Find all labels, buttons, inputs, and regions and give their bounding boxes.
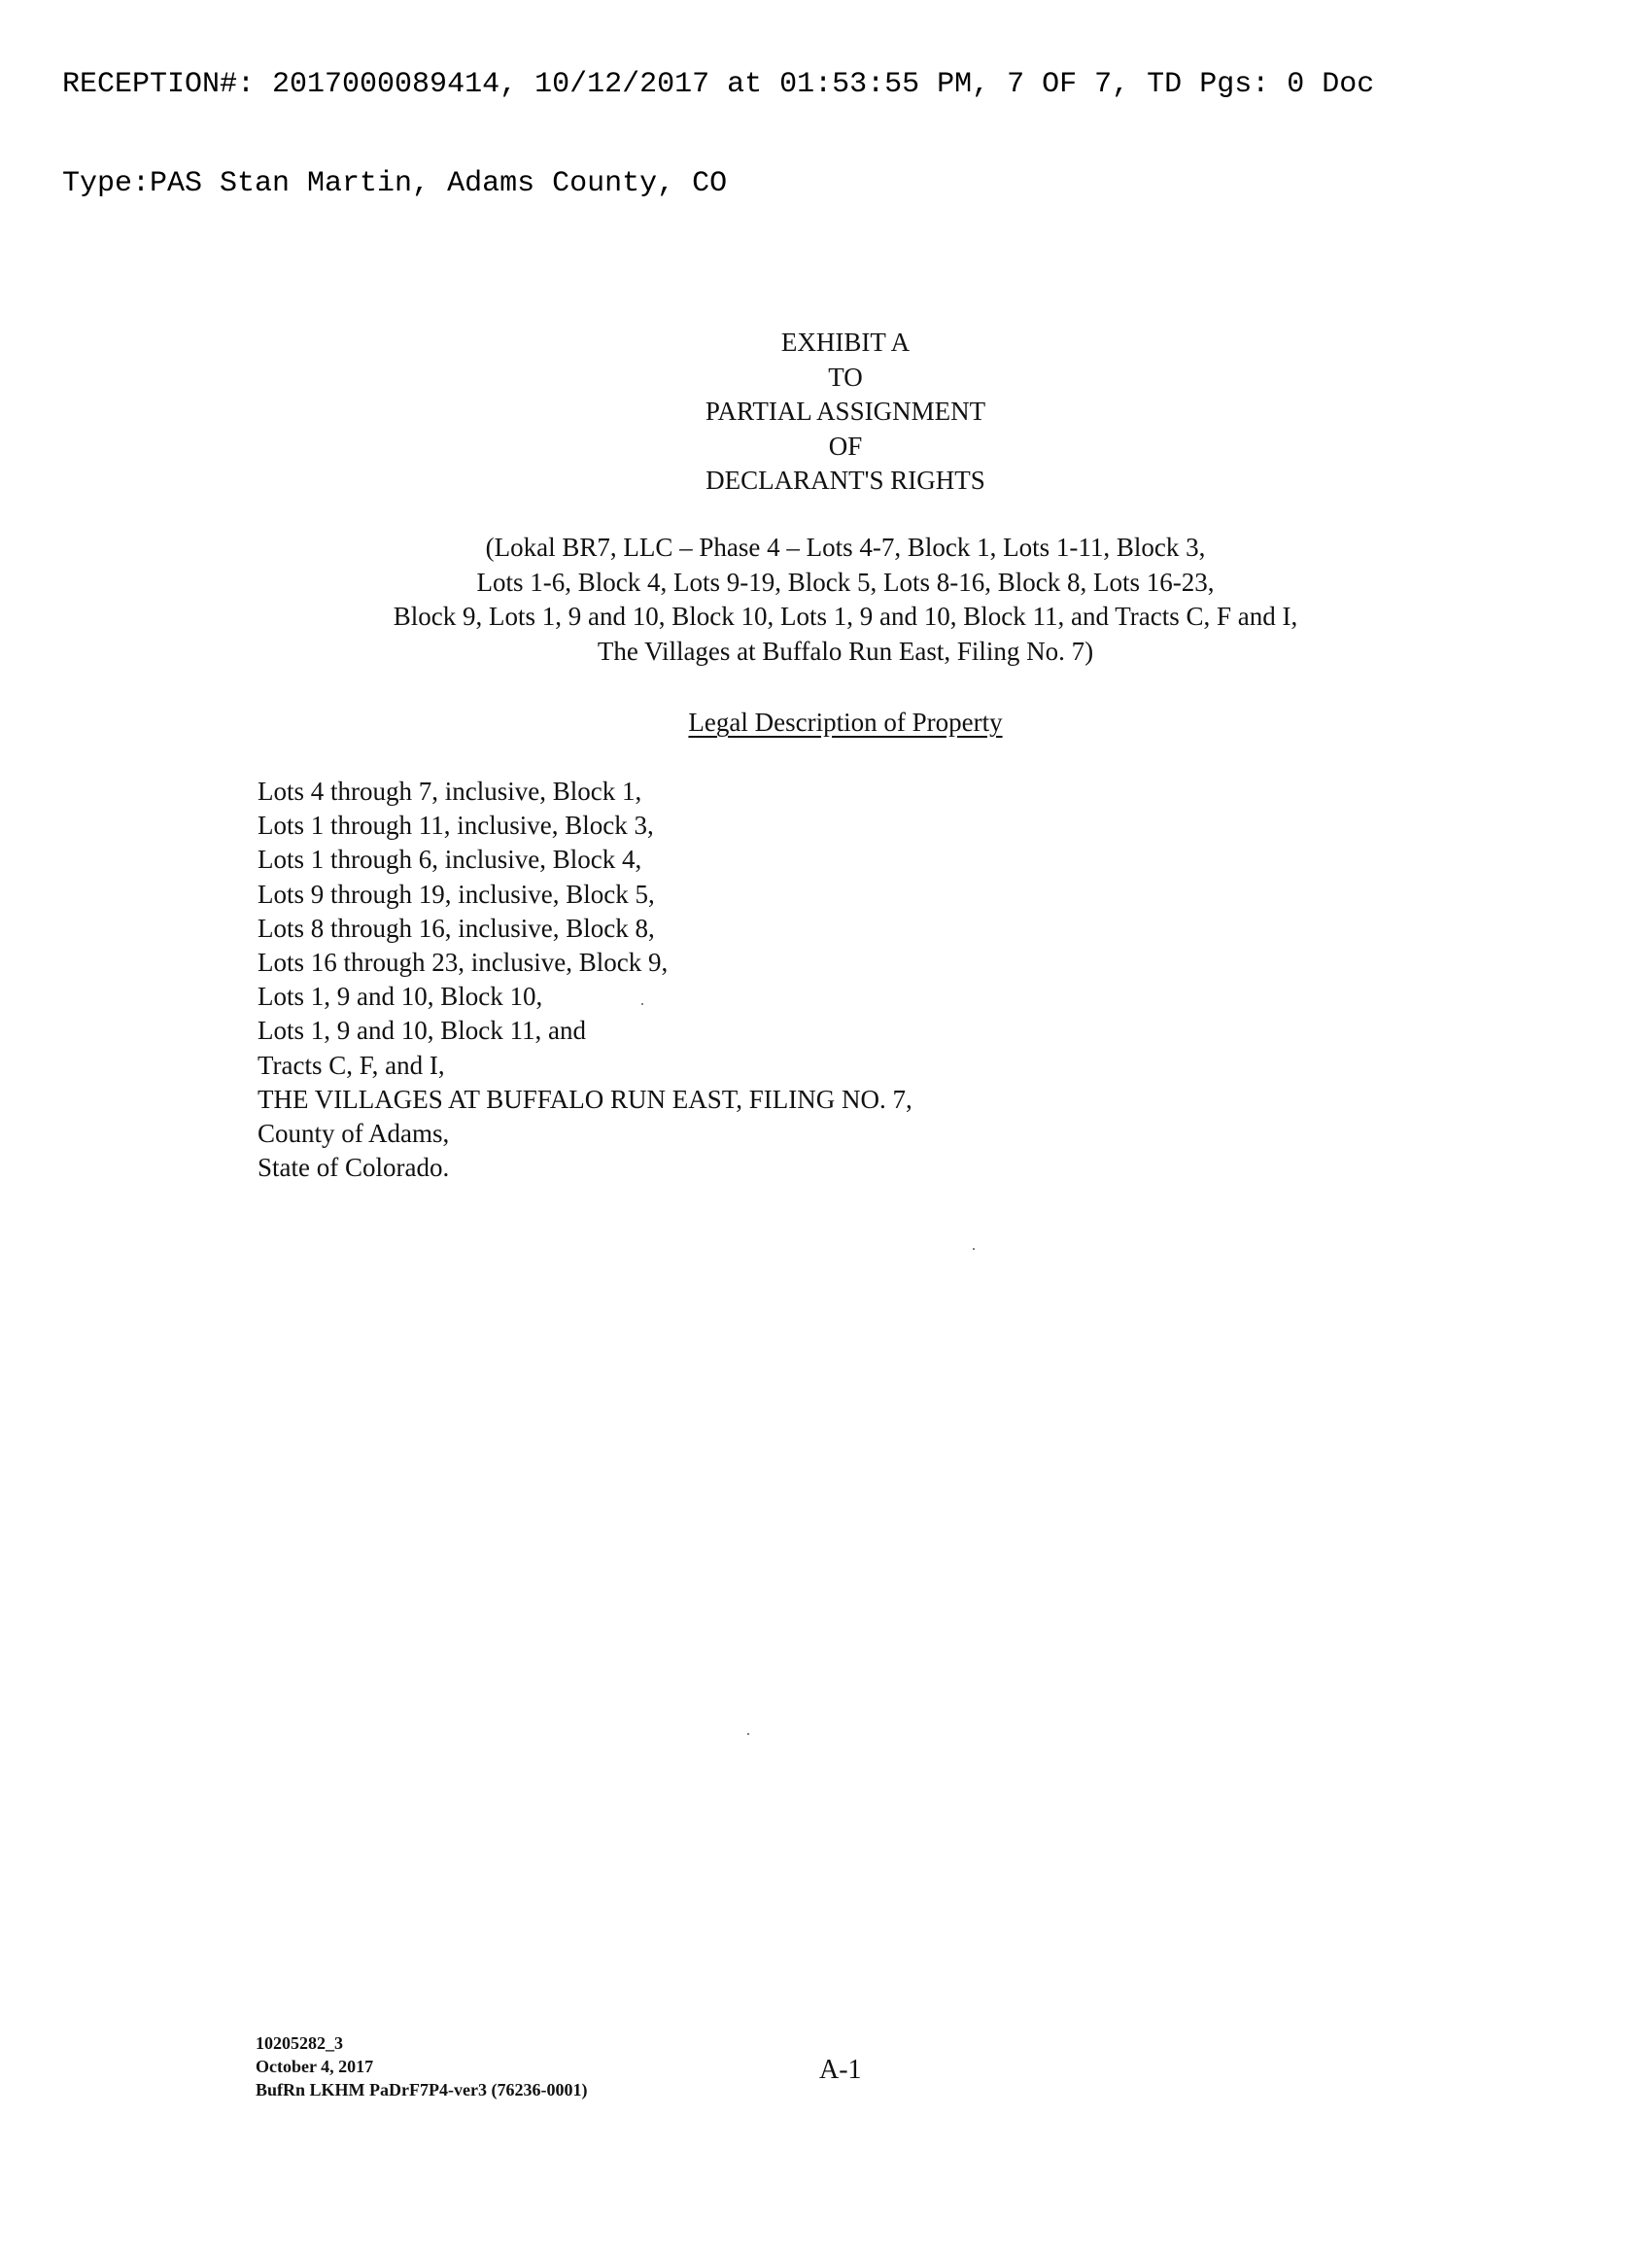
legal-description-line: Lots 1, 9 and 10, Block 11, and [258, 1016, 586, 1046]
scan-speck [747, 1733, 749, 1735]
section-heading-text: Legal Description of Property [688, 708, 1003, 737]
legal-description [258, 775, 912, 1185]
title-line: OF [828, 431, 863, 461]
exhibit-subtitle [0, 531, 1652, 669]
exhibit-title [0, 326, 1652, 499]
legal-description-line: Lots 8 through 16, inclusive, Block 8, [258, 913, 655, 943]
legal-description-line: Lots 16 through 23, inclusive, Block 9, [258, 948, 669, 978]
legal-description-line: Lots 1 through 6, inclusive, Block 4, [258, 845, 642, 875]
legal-description-line: Lots 1 through 11, inclusive, Block 3, [258, 811, 654, 841]
scan-speck [641, 1003, 643, 1005]
subtitle-line: Block 9, Lots 1, 9 and 10, Block 10, Lots 1, 9 and 10, Block 11, and Tracts C, F and I, [393, 602, 1298, 631]
legal-description-line: Tracts C, F, and I, [258, 1050, 445, 1080]
subtitle-line: (Lokal BR7, LLC – Phase 4 – Lots 4-7, Block 1, Lots 1-11, Block 3, [485, 533, 1206, 562]
footer-doc-number: 10205282_3 [256, 2033, 343, 2053]
footer-date: October 4, 2017 [256, 2057, 374, 2076]
title-line: EXHIBIT A [780, 328, 911, 357]
scan-speck [973, 1248, 975, 1250]
legal-description-line: Lots 1, 9 and 10, Block 10, [258, 982, 543, 1012]
legal-description-line: Lots 9 through 19, inclusive, Block 5, [258, 879, 655, 909]
subtitle-line: Lots 1-6, Block 4, Lots 9-19, Block 5, Lots 8-16, Block 8, Lots 16-23, [476, 567, 1215, 597]
recording-stamp-line-2: Type:PAS Stan Martin, Adams County, CO [62, 167, 728, 200]
title-line: PARTIAL ASSIGNMENT [705, 397, 986, 426]
section-heading [0, 706, 1652, 740]
legal-description-line: State of Colorado. [258, 1153, 450, 1183]
legal-description-line: THE VILLAGES AT BUFFALO RUN EAST, FILING NO. 7, [258, 1084, 912, 1114]
footer-file-ref: BufRn LKHM PaDrF7P4-ver3 (76236-0001) [256, 2080, 588, 2099]
footer-document-info [256, 2031, 587, 2101]
title-line: DECLARANT'S RIGHTS [706, 466, 985, 495]
title-line: TO [828, 362, 863, 392]
recording-stamp [62, 2, 1374, 233]
legal-description-line: Lots 4 through 7, inclusive, Block 1, [258, 777, 642, 806]
legal-description-line: County of Adams, [258, 1119, 450, 1149]
recording-stamp-line-1: RECEPTION#: 2017000089414, 10/12/2017 at 01:53:55 PM, 7 OF 7, TD Pgs: 0 Doc [62, 68, 1375, 101]
page-number: A-1 [819, 2055, 862, 2085]
subtitle-line: The Villages at Buffalo Run East, Filing No. 7) [597, 636, 1094, 666]
